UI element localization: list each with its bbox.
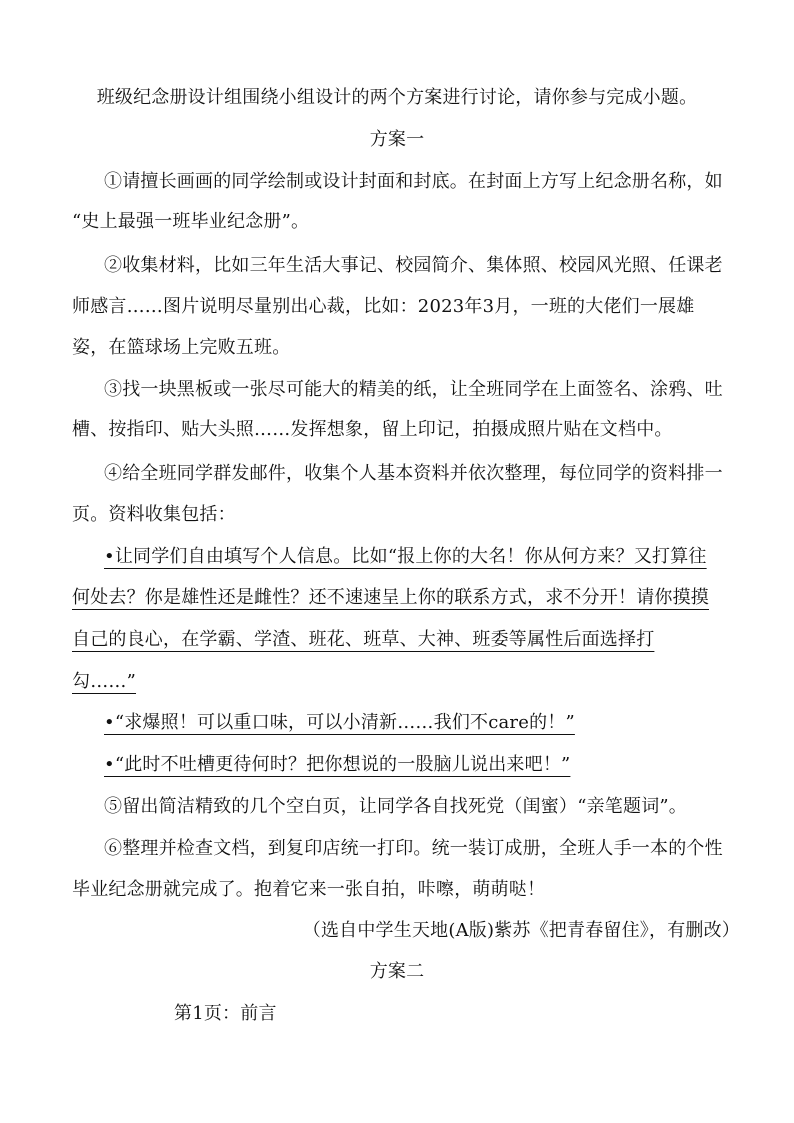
plan1-item4-line1: ④给全班同学群发邮件，收集个人基本资料并依次整理，每位同学的资料排一 xyxy=(104,463,723,484)
bullet1-line4: 勾……” xyxy=(72,671,137,692)
plan2-title: 方案二 xyxy=(369,961,425,982)
bullet2-text: •“求爆照！可以重口味，可以小清新……我们不care的！” xyxy=(104,712,575,733)
bullet3-text: •“此时不吐槽更待何时？把你想说的一股脑儿说出来吧！” xyxy=(104,754,571,775)
plan1-item3-line1: ③找一块黑板或一张尽可能大的精美的纸，让全班同学在上面签名、涂鸦、吐 xyxy=(104,379,723,400)
bullet1-line3: 自己的良心，在学霸、学渣、班花、班草、大神、班委等属性后面选择打 xyxy=(72,629,655,650)
plan1-item1-line2: “史上最强一班毕业纪念册”。 xyxy=(72,211,310,232)
plan1-item4-line2: 页。资料收集包括： xyxy=(72,504,236,525)
plan1-item6-line1: ⑥整理并检查文档，到复印店统一打印。统一装订成册，全班人手一本的个性 xyxy=(104,838,723,859)
plan1-item2-line3: 姿，在篮球场上完败五班。 xyxy=(72,337,291,358)
intro-text: 班级纪念册设计组围绕小组设计的两个方案进行讨论，请你参与完成小题。 xyxy=(96,87,698,108)
plan1-item2-line2: 师感言……图片说明尽量别出心裁，比如：2023年3月，一班的大佬们一展雄 xyxy=(72,296,695,317)
plan2-page1-label: 第1页：前言 xyxy=(174,1003,277,1024)
source-citation: （选自中学生天地(A版)紫苏《把青春留住》，有删改） xyxy=(302,920,740,941)
plan1-item6-line2: 毕业纪念册就完成了。抱着它来一张自拍，咔嚓，萌萌哒！ xyxy=(72,879,546,900)
bullet1-line2: 何处去？你是雄性还是雌性？还不速速呈上你的联系方式，求不分开！请你摸摸 xyxy=(72,587,709,608)
plan1-item5: ⑤留出简洁精致的几个空白页，让同学各自找死党（闺蜜）“亲笔题词”。 xyxy=(104,796,688,817)
plan1-item1-line1: ①请擅长画画的同学绘制或设计封面和封底。在封面上方写上纪念册名称，如 xyxy=(104,171,723,192)
plan1-item3-line2: 槽、按指印、贴大头照……发挥想象，留上印记，拍摄成照片贴在文档中。 xyxy=(72,419,673,440)
plan1-item2-line1: ②收集材料，比如三年生活大事记、校园简介、集体照、校园风光照、任课老 xyxy=(104,255,723,276)
bullet1-line1: •让同学们自由填写个人信息。比如“报上你的大名！你从何方来？又打算往 xyxy=(104,546,707,567)
plan1-title: 方案一 xyxy=(369,129,425,150)
